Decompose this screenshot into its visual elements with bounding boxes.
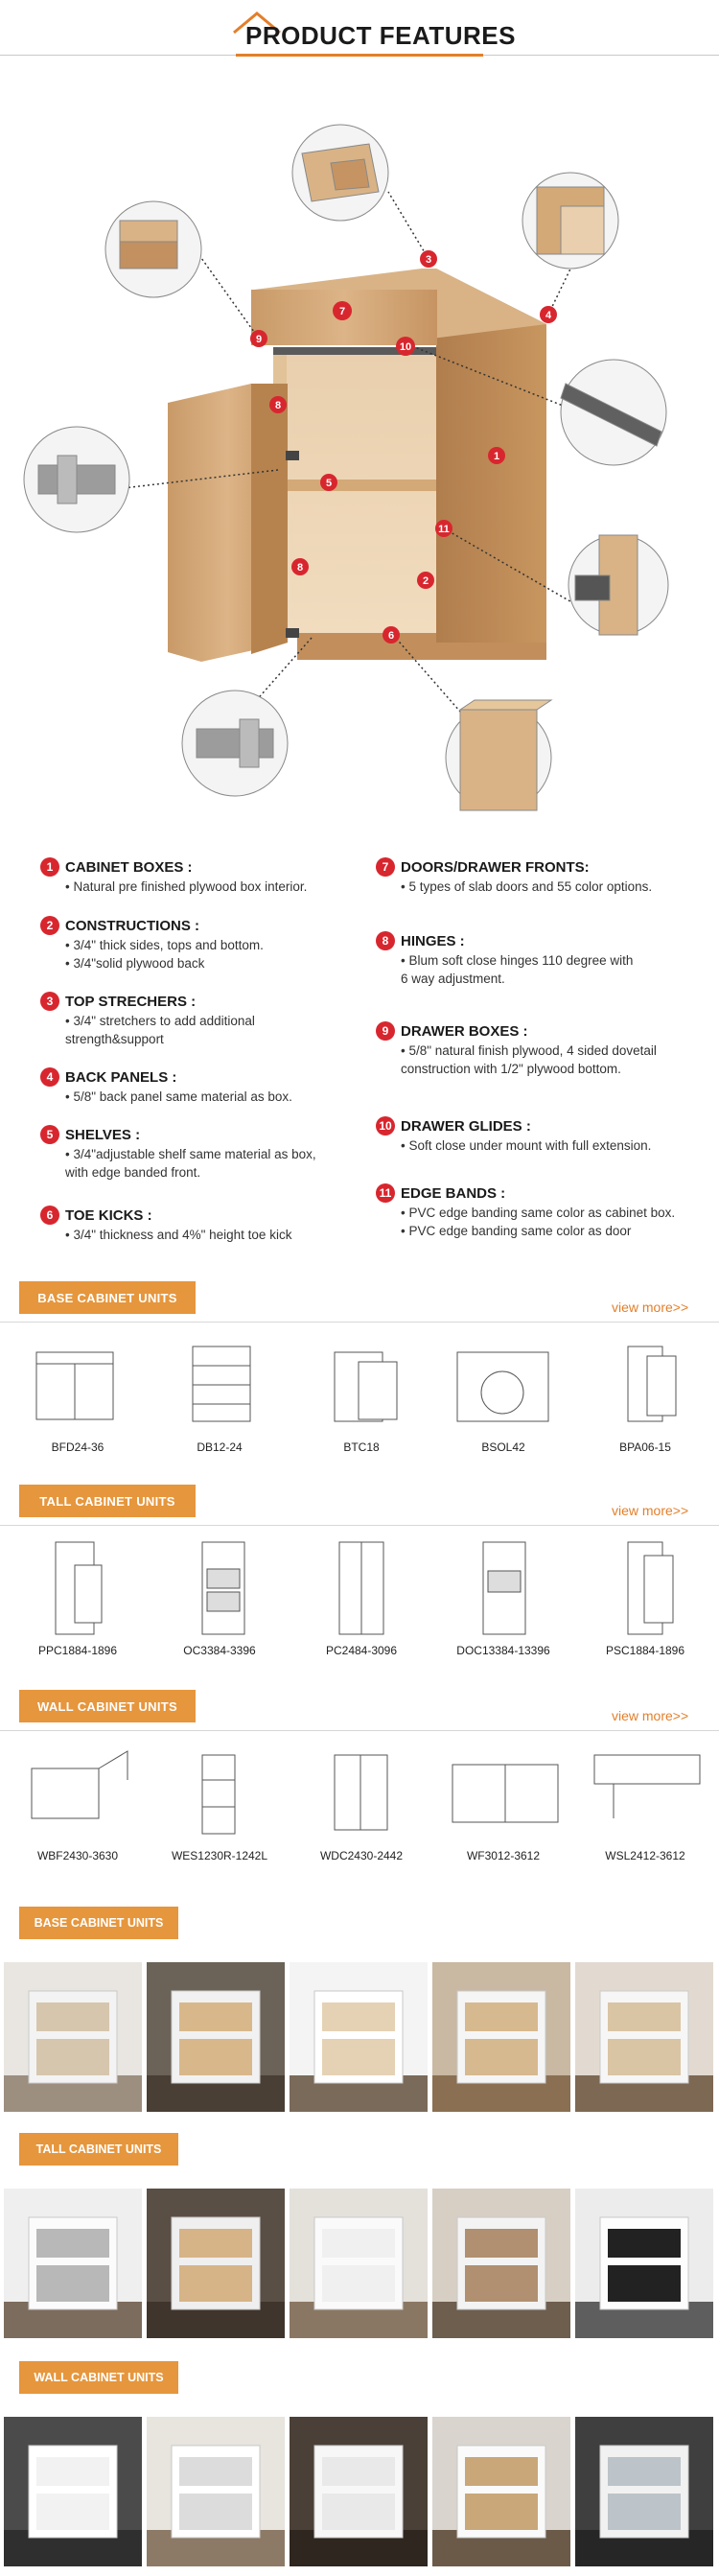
callout-1: 1 bbox=[493, 451, 500, 462]
feature-number-badge: 2 bbox=[40, 916, 59, 935]
product-photo bbox=[432, 2189, 570, 2338]
inset-drawer-glide bbox=[561, 360, 666, 465]
product-photo bbox=[4, 2189, 142, 2338]
unit-line-drawing bbox=[433, 1742, 573, 1847]
unit-code-label: WBF2430-3630 bbox=[36, 1849, 119, 1862]
callout-6: 6 bbox=[387, 630, 395, 642]
wall-view-more-link[interactable]: view more>> bbox=[612, 1708, 689, 1723]
tall-units-section-label: TALL CABINET UNITS bbox=[19, 1485, 196, 1517]
cabinet-unit-card[interactable] bbox=[433, 1333, 573, 1458]
cabinet-unit-card[interactable] bbox=[575, 1536, 715, 1661]
feature-description: • 3/4" thickness and 4%" height toe kick bbox=[65, 1228, 292, 1242]
unit-code-label: DB12-24 bbox=[197, 1440, 243, 1454]
callout-2: 2 bbox=[422, 575, 429, 587]
unit-line-drawing bbox=[291, 1536, 431, 1642]
unit-line-drawing bbox=[291, 1333, 431, 1439]
feature-description: • PVC edge banding same color as door bbox=[401, 1224, 632, 1238]
feature-number-badge: 7 bbox=[376, 857, 395, 877]
base-photos-label: BASE CABINET UNITS bbox=[19, 1907, 178, 1939]
base-view-more-link[interactable]: view more>> bbox=[612, 1300, 689, 1315]
feature-description: • 3/4"adjustable shelf same material as box, bbox=[65, 1147, 316, 1161]
feature-number-badge: 11 bbox=[376, 1183, 395, 1203]
unit-line-drawing bbox=[433, 1333, 573, 1439]
feature-header bbox=[376, 1115, 692, 1136]
cabinet-unit-card[interactable] bbox=[150, 1333, 290, 1458]
feature-number-badge: 8 bbox=[376, 931, 395, 950]
product-photo bbox=[290, 2189, 428, 2338]
tall-view-more-link[interactable]: view more>> bbox=[612, 1503, 689, 1518]
callout-4: 4 bbox=[545, 310, 552, 321]
unit-code-label: PSC1884-1896 bbox=[605, 1644, 685, 1657]
feature-description: 6 way adjustment. bbox=[401, 972, 505, 986]
unit-code-label: BSOL42 bbox=[481, 1440, 525, 1454]
cabinet-unit-card[interactable] bbox=[8, 1536, 148, 1661]
unit-line-drawing bbox=[433, 1536, 573, 1642]
cabinet-unit-card[interactable] bbox=[575, 1333, 715, 1458]
feature-item bbox=[40, 1066, 357, 1106]
unit-code-label: WF3012-3612 bbox=[466, 1849, 541, 1862]
unit-code-label: OC3384-3396 bbox=[183, 1644, 256, 1657]
feature-title: CONSTRUCTIONS : bbox=[65, 917, 199, 934]
feature-title: TOE KICKS : bbox=[65, 1206, 152, 1224]
cabinet-unit-card[interactable] bbox=[433, 1742, 573, 1866]
feature-item bbox=[376, 930, 692, 988]
callout-5: 5 bbox=[325, 478, 333, 489]
product-photo bbox=[4, 1962, 142, 2112]
unit-code-label: PPC1884-1896 bbox=[37, 1644, 118, 1657]
cabinet-unit-card[interactable] bbox=[8, 1742, 148, 1866]
inset-edge-band bbox=[568, 535, 668, 635]
feature-header bbox=[40, 1205, 357, 1226]
feature-number-badge: 4 bbox=[40, 1067, 59, 1087]
product-photo bbox=[147, 2189, 285, 2338]
feature-number-badge: 5 bbox=[40, 1125, 59, 1144]
feature-header bbox=[40, 1124, 357, 1145]
cabinet-unit-card[interactable] bbox=[291, 1536, 431, 1661]
feature-description: • 5 types of slab doors and 55 color options. bbox=[401, 879, 653, 894]
feature-item bbox=[40, 915, 357, 972]
callout-10: 10 bbox=[399, 341, 412, 353]
page-header bbox=[0, 0, 719, 67]
feature-description: • Natural pre finished plywood box interior. bbox=[65, 879, 308, 894]
wall-photos-label: WALL CABINET UNITS bbox=[19, 2361, 178, 2394]
inset-back-panel bbox=[522, 173, 618, 269]
unit-code-label: WSL2412-3612 bbox=[605, 1849, 685, 1862]
feature-title: DRAWER BOXES : bbox=[401, 1022, 528, 1040]
callout-3: 3 bbox=[425, 254, 432, 266]
unit-code-label: DOC13384-13396 bbox=[456, 1644, 550, 1657]
unit-code-label: WDC2430-2442 bbox=[319, 1849, 404, 1862]
inset-toe-kick bbox=[446, 700, 551, 810]
feature-header bbox=[40, 856, 357, 878]
feature-header bbox=[40, 991, 357, 1012]
feature-title: SHELVES : bbox=[65, 1126, 141, 1143]
header-rule-right bbox=[483, 55, 719, 56]
callout-8b: 8 bbox=[296, 562, 304, 574]
callout-11: 11 bbox=[438, 524, 450, 535]
cabinet-diagram bbox=[0, 67, 719, 815]
feature-item bbox=[40, 1124, 357, 1182]
feature-description: construction with 1/2" plywood bottom. bbox=[401, 1062, 621, 1076]
unit-line-drawing bbox=[8, 1742, 148, 1847]
feature-header bbox=[376, 1183, 692, 1204]
cabinet-unit-card[interactable] bbox=[291, 1742, 431, 1866]
unit-line-drawing bbox=[150, 1333, 290, 1439]
feature-item bbox=[376, 1115, 692, 1155]
feature-title: EDGE BANDS : bbox=[401, 1184, 506, 1202]
feature-title: BACK PANELS : bbox=[65, 1068, 177, 1086]
feature-description: • PVC edge banding same color as cabinet box. bbox=[401, 1206, 676, 1220]
unit-code-label: PC2484-3096 bbox=[325, 1644, 398, 1657]
feature-description: strength&support bbox=[65, 1032, 164, 1046]
unit-line-drawing bbox=[575, 1536, 715, 1642]
product-photo bbox=[575, 1962, 713, 2112]
feature-description: • Blum soft close hinges 110 degree with bbox=[401, 953, 634, 968]
cabinet-unit-card[interactable] bbox=[150, 1536, 290, 1661]
wall-rule bbox=[0, 1730, 719, 1731]
feature-number-badge: 9 bbox=[376, 1021, 395, 1041]
feature-number-badge: 6 bbox=[40, 1206, 59, 1225]
title-underline bbox=[236, 54, 483, 57]
inset-hinge-bottom bbox=[182, 691, 288, 796]
cabinet-unit-card[interactable] bbox=[150, 1742, 290, 1866]
feature-header bbox=[376, 930, 692, 951]
feature-title: HINGES : bbox=[401, 932, 465, 949]
product-photo bbox=[147, 1962, 285, 2112]
feature-header bbox=[40, 1066, 357, 1088]
wall-units-section-label: WALL CABINET UNITS bbox=[19, 1690, 196, 1722]
feature-item bbox=[376, 856, 692, 896]
cabinet-unit-card[interactable] bbox=[291, 1333, 431, 1458]
unit-line-drawing bbox=[291, 1742, 431, 1847]
feature-description: • Soft close under mount with full extension. bbox=[401, 1138, 652, 1153]
product-photo bbox=[432, 1962, 570, 2112]
unit-code-label: BPA06-15 bbox=[619, 1440, 671, 1454]
feature-description: • 5/8" natural finish plywood, 4 sided dovetail bbox=[401, 1043, 657, 1058]
feature-description: • 3/4" thick sides, tops and bottom. bbox=[65, 938, 264, 952]
unit-line-drawing bbox=[8, 1536, 148, 1642]
feature-number-badge: 10 bbox=[376, 1116, 395, 1136]
unit-line-drawing bbox=[8, 1333, 148, 1439]
inset-drawer-box bbox=[105, 201, 201, 297]
product-photo bbox=[432, 2417, 570, 2566]
feature-description: • 3/4"solid plywood back bbox=[65, 956, 205, 971]
feature-title: DOORS/DRAWER FRONTS: bbox=[401, 858, 590, 876]
feature-header bbox=[376, 1020, 692, 1042]
page-title: PRODUCT FEATURES bbox=[245, 21, 516, 50]
product-photo bbox=[290, 2417, 428, 2566]
feature-item bbox=[40, 856, 357, 896]
shelf bbox=[288, 480, 436, 491]
inset-top-strecher bbox=[292, 125, 388, 221]
tall-rule bbox=[0, 1525, 719, 1526]
feature-item bbox=[40, 991, 357, 1048]
callout-8a: 8 bbox=[274, 400, 282, 411]
feature-title: CABINET BOXES : bbox=[65, 858, 193, 876]
unit-line-drawing bbox=[575, 1742, 715, 1847]
feature-description: • 5/8" back panel same material as box. bbox=[65, 1089, 292, 1104]
product-photo bbox=[290, 1962, 428, 2112]
product-photo bbox=[575, 2189, 713, 2338]
feature-item bbox=[376, 1020, 692, 1078]
product-photo bbox=[4, 2417, 142, 2566]
feature-item bbox=[376, 1183, 692, 1240]
feature-header bbox=[40, 915, 357, 936]
inset-hinge-top bbox=[24, 427, 129, 532]
feature-item bbox=[40, 1205, 357, 1244]
base-rule bbox=[0, 1322, 719, 1323]
product-photo bbox=[575, 2417, 713, 2566]
callout-7: 7 bbox=[338, 306, 346, 317]
header-rule-left bbox=[0, 55, 236, 56]
base-units-section-label: BASE CABINET UNITS bbox=[19, 1281, 196, 1314]
unit-code-label: BTC18 bbox=[343, 1440, 380, 1454]
callout-9: 9 bbox=[255, 334, 263, 345]
feature-header bbox=[376, 856, 692, 878]
unit-line-drawing bbox=[575, 1333, 715, 1439]
feature-title: DRAWER GLIDES : bbox=[401, 1117, 531, 1135]
cabinet-unit-card[interactable] bbox=[575, 1742, 715, 1866]
unit-code-label: BFD24-36 bbox=[51, 1440, 104, 1454]
feature-description: with edge banded front. bbox=[65, 1165, 201, 1180]
cabinet-unit-card[interactable] bbox=[433, 1536, 573, 1661]
unit-line-drawing bbox=[150, 1742, 290, 1847]
feature-number-badge: 1 bbox=[40, 857, 59, 877]
tall-photos-label: TALL CABINET UNITS bbox=[19, 2133, 178, 2166]
feature-title: TOP STRECHERS : bbox=[65, 993, 197, 1010]
unit-line-drawing bbox=[150, 1536, 290, 1642]
feature-description: • 3/4" stretchers to add additional bbox=[65, 1014, 255, 1028]
cabinet-unit-card[interactable] bbox=[8, 1333, 148, 1458]
cabinet-interior bbox=[273, 355, 436, 633]
product-photo bbox=[147, 2417, 285, 2566]
unit-code-label: WES1230R-1242L bbox=[171, 1849, 268, 1862]
feature-number-badge: 3 bbox=[40, 992, 59, 1011]
